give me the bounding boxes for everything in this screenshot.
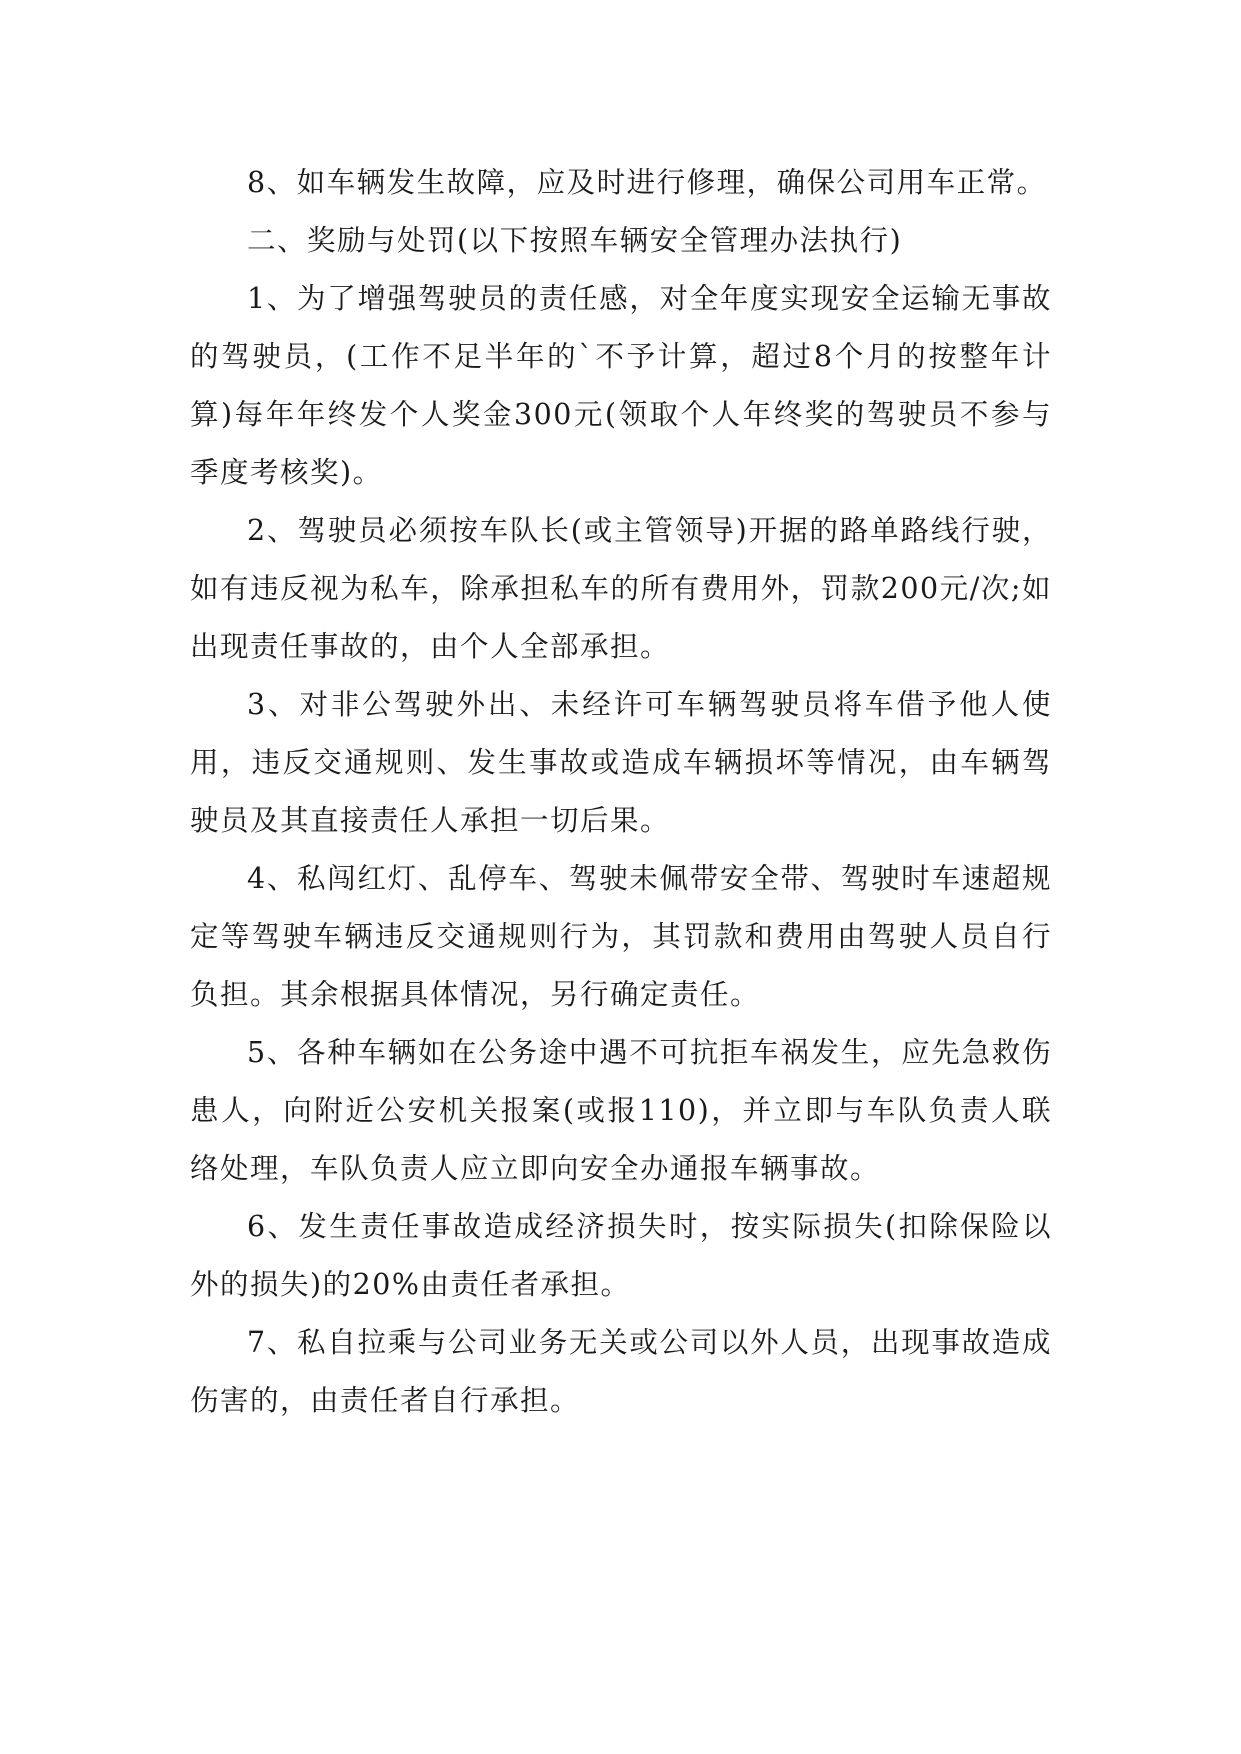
paragraph-penalty-4: 4、私闯红灯、乱停车、驾驶未佩带安全带、驾驶时车速超规定等驾驶车辆违反交通规则行为，其罚款和费用由驾驶人员自行负担。其余根据具体情况，另行确定责任。: [190, 862, 1052, 1011]
paragraph-rule-8: 8、如车辆发生故障，应及时进行修理，确保公司用车正常。: [247, 166, 1047, 199]
paragraph-reward-1: 1、为了增强驾驶员的责任感，对全年度实现安全运输无事故的驾驶员，(工作不足半年的`不予计算，超过8个月的按整年计算)每年年终发个人奖金300元(领取个人年终奖的驾驶员不参与季度考核奖)。: [190, 282, 1052, 489]
paragraph-liability-6: 6、发生责任事故造成经济损失时，按实际损失(扣除保险以外的损失)的20%由责任者承担。: [190, 1210, 1052, 1301]
paragraph-liability-7: 7、私自拉乘与公司业务无关或公司以外人员，出现事故造成伤害的，由责任者自行承担。: [190, 1326, 1052, 1417]
section-heading-rewards-penalties: 二、奖励与处罚(以下按照车辆安全管理办法执行): [247, 224, 903, 257]
document-page: [190, 154, 1052, 1430]
paragraph-accident-5: 5、各种车辆如在公务途中遇不可抗拒车祸发生，应先急救伤患人，向附近公安机关报案(或报110)，并立即与车队负责人联络处理，车队负责人应立即向安全办通报车辆事故。: [190, 1036, 1052, 1185]
paragraph-penalty-3: 3、对非公驾驶外出、未经许可车辆驾驶员将车借予他人使用，违反交通规则、发生事故或造成车辆损坏等情况，由车辆驾驶员及其直接责任人承担一切后果。: [190, 688, 1052, 837]
paragraph-penalty-2: 2、驾驶员必须按车队长(或主管领导)开据的路单路线行驶，如有违反视为私车，除承担私车的所有费用外，罚款200元/次;如出现责任事故的，由个人全部承担。: [190, 514, 1052, 663]
